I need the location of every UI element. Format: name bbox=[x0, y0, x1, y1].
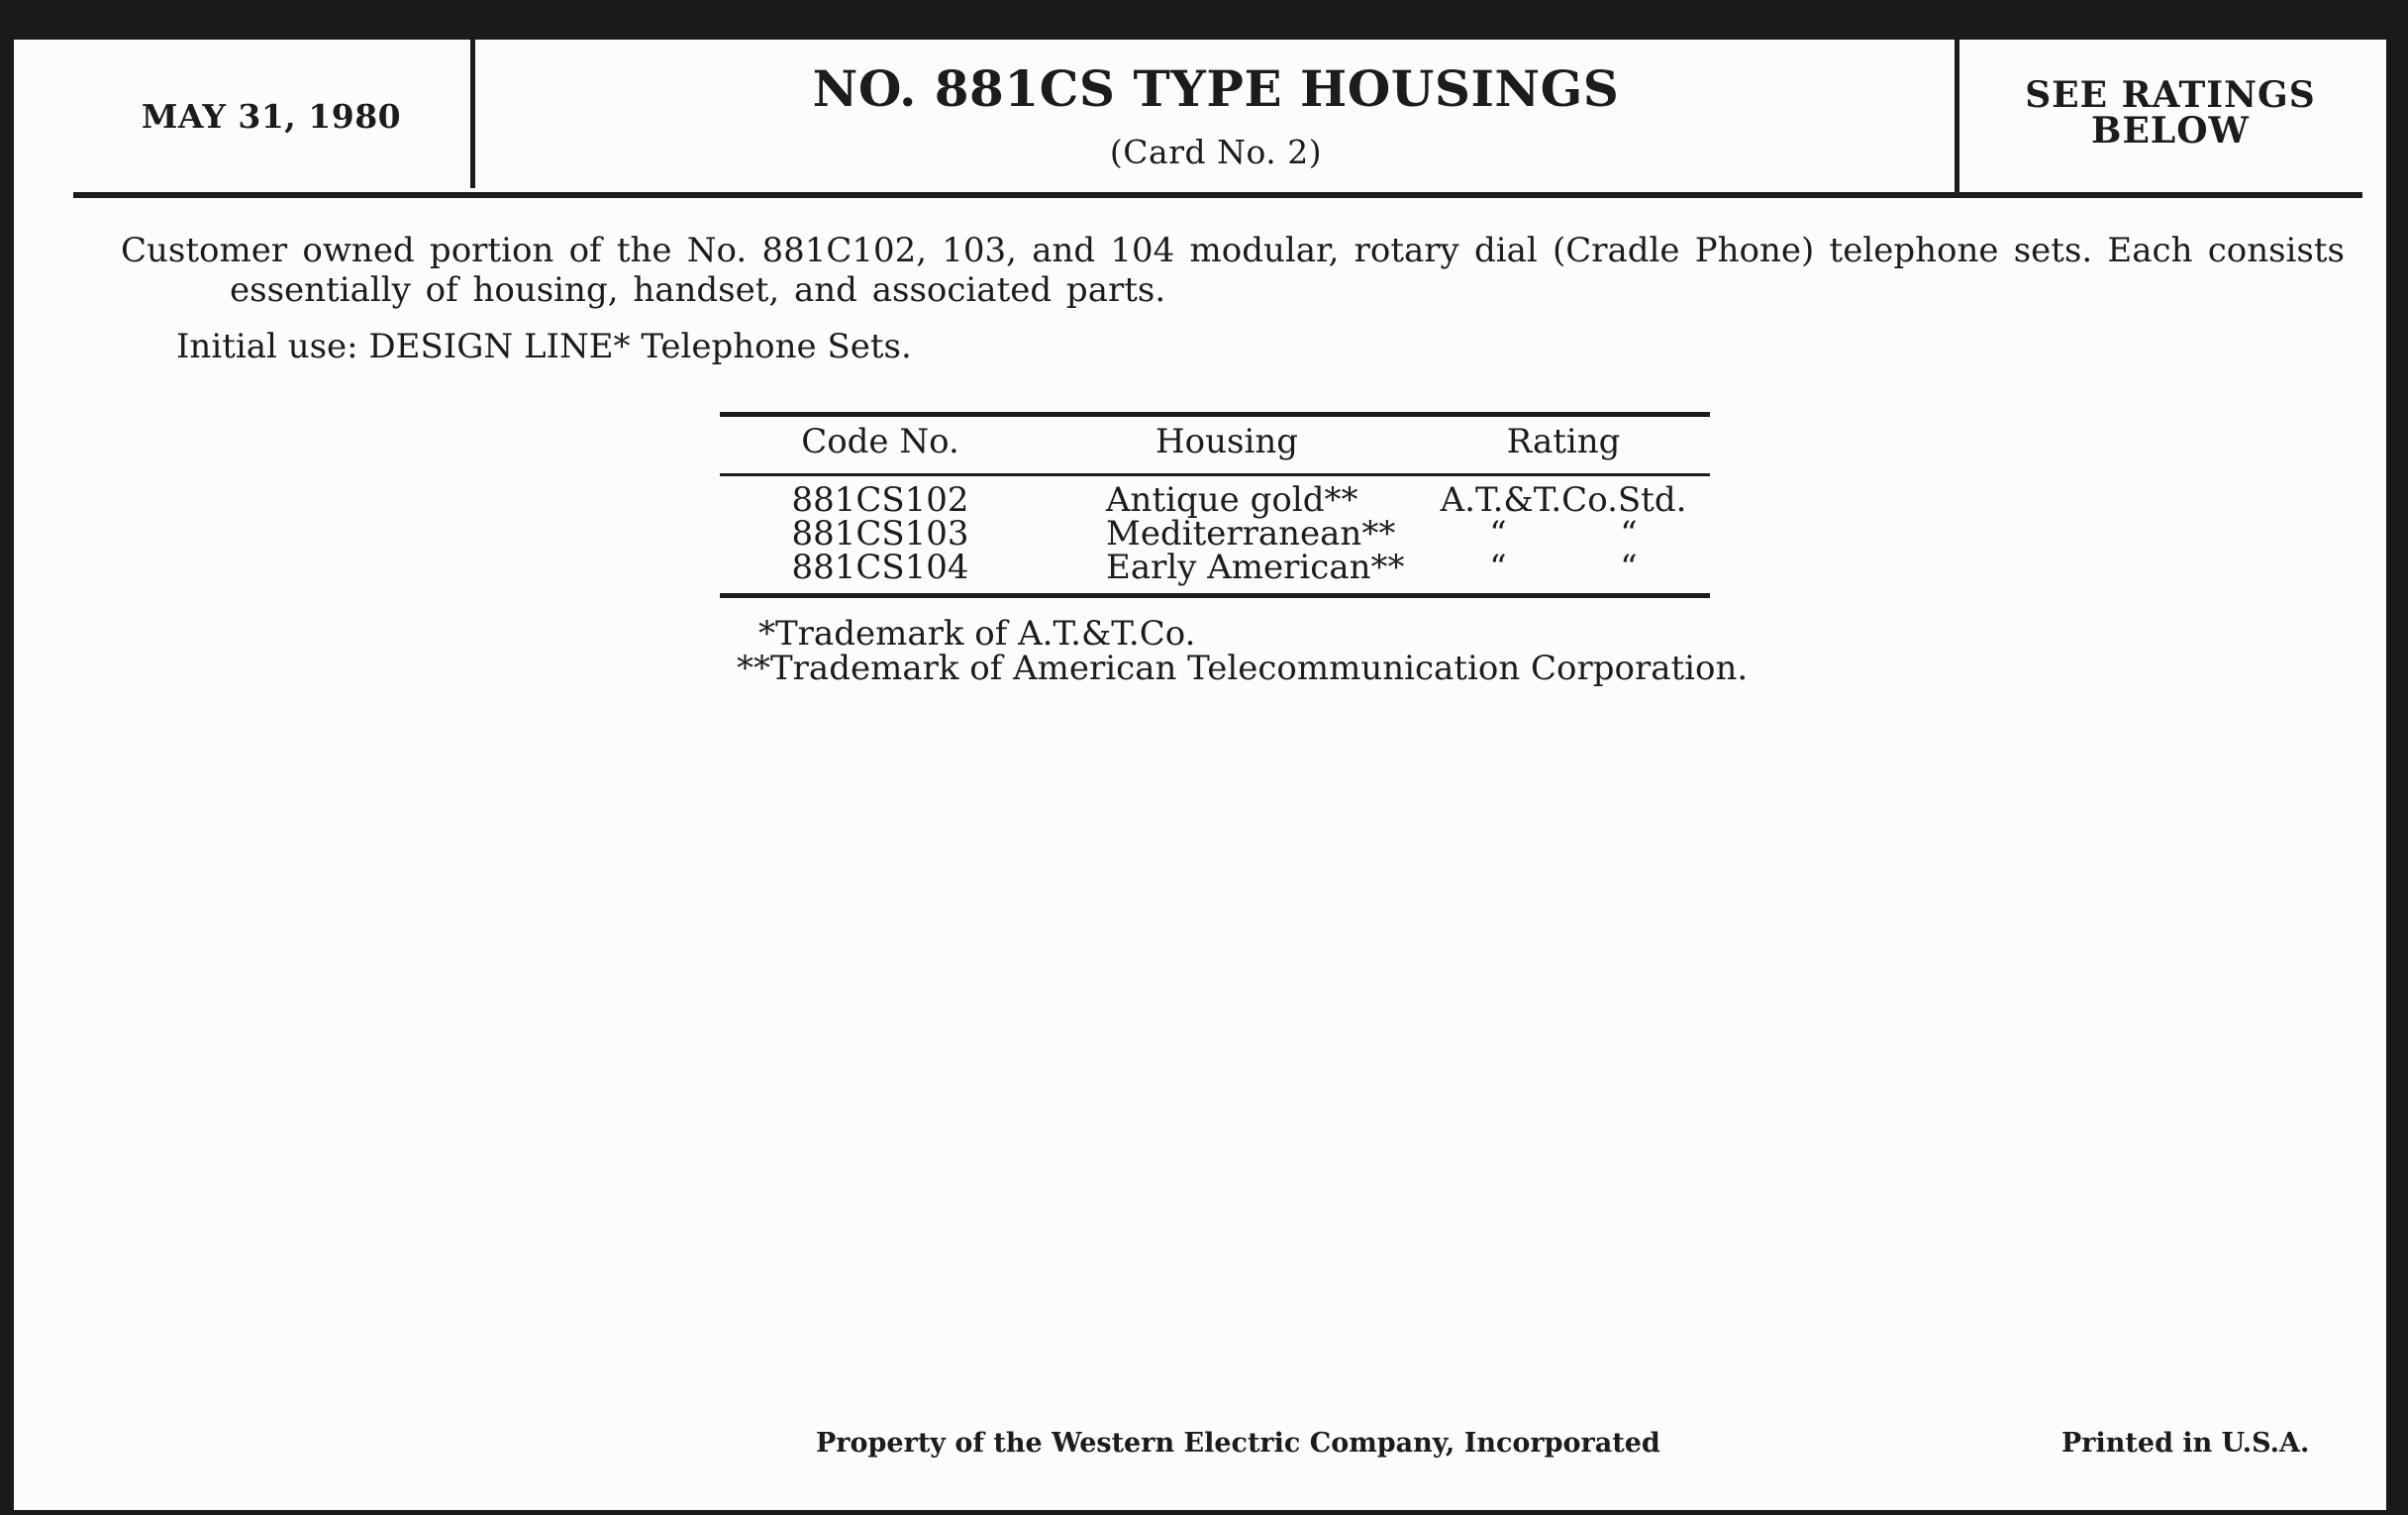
card-subtitle: (Card No. 2) bbox=[1109, 133, 1323, 171]
ratings-note bbox=[1962, 74, 2378, 152]
table-cell-code: 881CS104 bbox=[791, 548, 969, 587]
table-cell-code: 881CS103 bbox=[791, 514, 969, 554]
table-top-rule bbox=[720, 412, 1710, 417]
header-divider-right bbox=[1955, 40, 1959, 196]
table-cell-housing: Antique gold** bbox=[1106, 480, 1358, 520]
description-paragraph: Customer owned portion of the No. 881C102, 103, and 104 modular, rotary dial (Cradle Phone) telephone sets. Each consists essentially of housing, handset, and associated parts. bbox=[121, 231, 2345, 310]
property-notice: Property of the Western Electric Company, Incorporated bbox=[816, 1428, 1660, 1459]
footnote-single: *Trademark of A.T.&T.Co. bbox=[758, 614, 1196, 654]
ditto-mark: “ bbox=[1489, 548, 1507, 587]
ratings-note-line1: SEE RATINGS bbox=[2025, 74, 2316, 116]
initial-use: Initial use: DESIGN LINE* Telephone Sets. bbox=[176, 327, 912, 366]
table-cell-code: 881CS102 bbox=[791, 480, 969, 520]
table-header-housing: Housing bbox=[1154, 422, 1298, 461]
card-title: NO. 881CS TYPE HOUSINGS bbox=[812, 59, 1620, 118]
ditto-mark: “ bbox=[1620, 514, 1638, 554]
header-rule bbox=[73, 192, 2362, 198]
spec-card bbox=[14, 40, 2386, 1510]
table-cell-rating bbox=[1420, 514, 1707, 554]
table-cell-housing: Mediterranean** bbox=[1106, 514, 1396, 554]
table-cell-housing: Early American** bbox=[1106, 548, 1405, 587]
table-cell-rating: A.T.&T.Co.Std. bbox=[1440, 480, 1687, 520]
ratings-note-line2: BELOW bbox=[2091, 110, 2250, 152]
table-header-rule bbox=[720, 473, 1710, 476]
ditto-mark: “ bbox=[1620, 548, 1638, 587]
footnote-double: **Trademark of American Telecommunication Corporation. bbox=[737, 649, 1749, 688]
printed-notice: Printed in U.S.A. bbox=[2061, 1428, 2310, 1459]
table-header-code: Code No. bbox=[801, 422, 959, 461]
card-date: MAY 31, 1980 bbox=[141, 97, 402, 136]
table-bottom-rule bbox=[720, 593, 1710, 598]
ditto-mark: “ bbox=[1489, 514, 1507, 554]
header-divider-left bbox=[470, 40, 475, 188]
table-header-rating: Rating bbox=[1506, 422, 1621, 461]
table-cell-rating bbox=[1420, 548, 1707, 587]
